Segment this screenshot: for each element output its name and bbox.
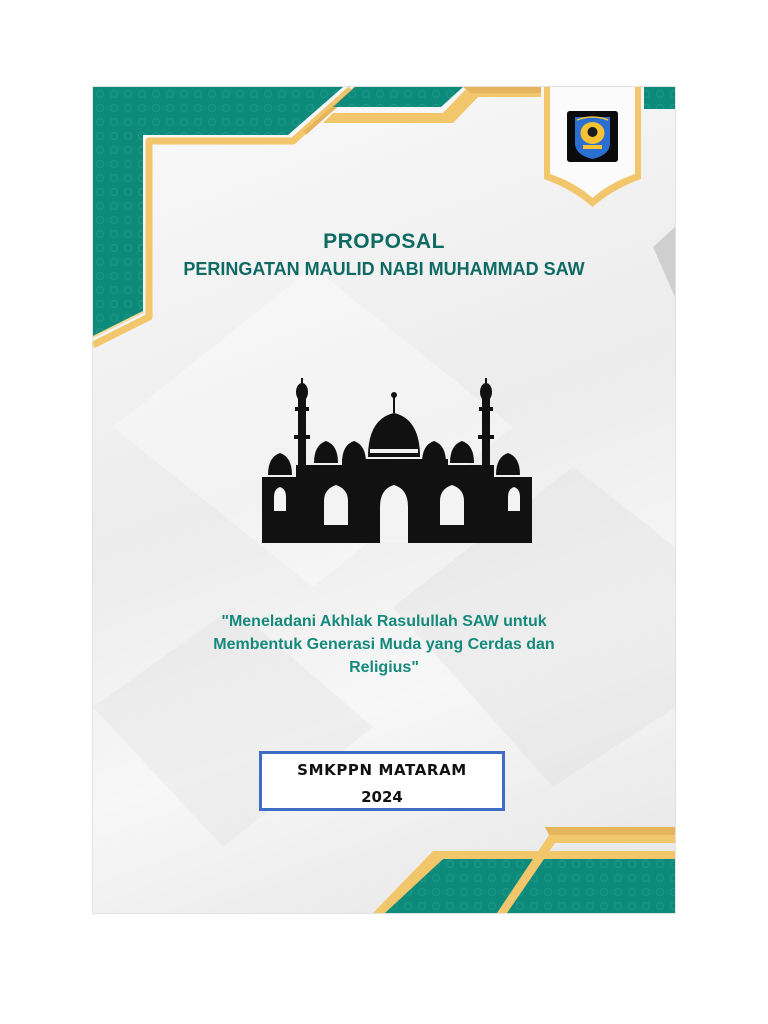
school-emblem-icon [567, 111, 618, 162]
theme-quote: "Meneladani Akhlak Rasulullah SAW untuk Membentuk Generasi Muda yang Cerdas dan Religius" [213, 613, 555, 677]
proposal-year: 2024 [361, 788, 403, 806]
event-subtitle: PERINGATAN MAULID NABI MUHAMMAD SAW [183, 259, 585, 279]
proposal-cover-page [93, 87, 675, 913]
proposal-title: PROPOSAL [323, 230, 445, 253]
institution-name: SMKPPN MATARAM [297, 761, 467, 779]
mosque-silhouette-icon [262, 377, 532, 543]
institution-box [259, 751, 505, 811]
